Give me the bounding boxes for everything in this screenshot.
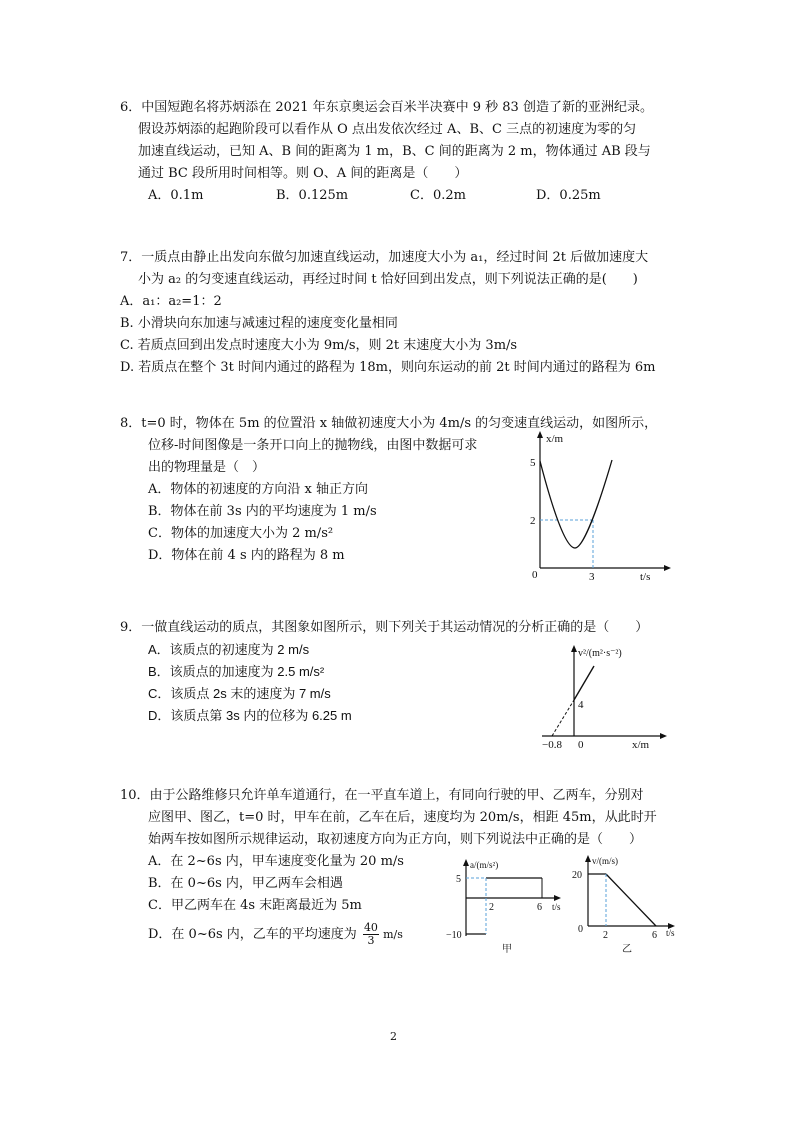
q8-xt-graph (520, 428, 680, 583)
q9-y4-label: 4 (578, 699, 584, 711)
q8-x-label: t/s (640, 571, 651, 583)
jia-y5-label: 5 (456, 874, 461, 885)
yi-origin-label: 0 (578, 924, 583, 935)
fraction-denominator: 3 (367, 934, 375, 947)
q8-option-a[interactable]: A．物体的初速度的方向沿 x 轴正方向 (148, 482, 368, 497)
fraction-numerator: 40 (363, 921, 378, 934)
q9-solid-line (574, 666, 594, 700)
q6-option-c[interactable]: C．0.2m (410, 188, 466, 203)
q6-option-d[interactable]: D．0.25m (536, 188, 601, 203)
q9-option-c[interactable]: C．该质点 2s 末的速度为 7 m/s (148, 686, 331, 701)
q10-line-3: 始两车按如图所示规律运动，取初速度方向为正方向，则下列说法中正确的是（ ） (148, 832, 643, 847)
q7-option-d[interactable]: D. 若质点在整个 3t 时间内通过的路程为 18m，则向东运动的前 2t 时间内通过的路程为 6m (120, 360, 656, 375)
yi-x2-label: 2 (603, 930, 608, 941)
q6-option-b[interactable]: B．0.125m (276, 188, 349, 203)
q8-y5-label: 5 (530, 457, 536, 469)
q10-option-a[interactable]: A．在 2~6s 内，甲车速度变化量为 20 m/s (148, 854, 404, 869)
q9-dashed-extension (552, 700, 574, 736)
q10-line-2: 应图甲、图乙，t=0 时，甲车在前，乙车在后，速度均为 20m/s，相距 45m，从此时开 (148, 810, 657, 825)
q8-x3-label: 3 (589, 571, 595, 583)
jia-x6-label: 6 (537, 902, 542, 913)
q8-line-1: 8．t=0 时，物体在 5m 的位置沿 x 轴做初速度大小为 4m/s 的匀变速直线运动，如图所示， (120, 416, 658, 431)
q6-line-2: 假设苏炳添的起跑阶段可以看作从 O 点出发依次经过 A、B、C 三点的初速度为零的匀 (138, 122, 637, 137)
q7-line-2: 小为 a₂ 的匀变速直线运动，再经过时间 t 恰好回到出发点，则下列说法正确的是( ) (138, 272, 638, 287)
q8-origin-label: 0 (532, 569, 538, 581)
q10-option-d[interactable] (148, 922, 403, 947)
jia-x2-label: 2 (489, 902, 494, 913)
q9-x-label: x/m (632, 739, 650, 750)
q8-option-b[interactable]: B．物体在前 3s 内的平均速度为 1 m/s (148, 504, 377, 519)
yi-decline-seg (606, 874, 656, 926)
q8-parabola (540, 460, 612, 548)
q8-y2-label: 2 (530, 515, 536, 527)
q10-graph-jia (446, 856, 570, 956)
q8-x-arrow (664, 565, 671, 571)
yi-y20-label: 20 (572, 870, 582, 881)
q9-y-arrow (571, 645, 577, 652)
yi-x-label: t/s (666, 928, 675, 938)
page-number: 2 (390, 1030, 397, 1043)
q8-y-label: x/m (546, 433, 564, 445)
jia-y-arrow (463, 859, 469, 866)
q10-option-c[interactable]: C．甲乙两车在 4s 末距离最近为 5m (148, 898, 362, 913)
q9-v2x-graph (540, 642, 680, 750)
q10-line-1: 10．由于公路维修只允许单车道通行，在一平直车道上，有同向行驶的甲、乙两车，分别对 (120, 788, 644, 803)
yi-x6-label: 6 (652, 930, 657, 941)
jia-x-label: t/s (552, 902, 561, 912)
jia-caption: 甲 (502, 944, 512, 955)
q6-option-a[interactable]: A．0.1m (148, 188, 204, 203)
q7-line-1: 7．一质点由静止出发向东做匀加速直线运动，加速度大小为 a₁，经过时间 2t 后做加速度大 (120, 250, 649, 265)
q8-option-d[interactable]: D．物体在前 4 s 内的路程为 8 m (148, 548, 345, 563)
yi-y-label: v/(m/s) (592, 856, 618, 866)
q10-option-b[interactable]: B．在 0~6s 内，甲乙两车会相遇 (148, 876, 343, 891)
jia-yneg10-label: −10 (446, 930, 462, 941)
q6-line-4: 通过 BC 段所用时间相等。则 O、A 间的距离是（ ） (138, 166, 468, 181)
q8-option-c[interactable]: C．物体的加速度大小为 2 m/s² (148, 526, 334, 541)
q9-origin-label: 0 (578, 739, 584, 750)
q10-graph-yi (568, 852, 684, 956)
q6-line-1: 6．中国短跑名将苏炳添在 2021 年东京奥运会百米半决赛中 9 秒 83 创造了新的亚洲纪录。 (120, 100, 653, 115)
q9-option-d[interactable]: D．该质点第 3s 内的位移为 6.25 m (148, 708, 352, 723)
q7-option-b[interactable]: B. 小滑块向东加速与减速过程的速度变化量相同 (120, 316, 398, 331)
q9-option-a[interactable]: A．该质点的初速度为 2 m/s (148, 642, 310, 657)
q8-line-3: 出的物理量是（ ） (148, 460, 266, 475)
q7-option-a[interactable]: A．a₁：a₂=1：2 (120, 294, 222, 309)
yi-y-arrow (585, 855, 591, 862)
jia-y-label: a/(m/s²) (470, 860, 499, 870)
yi-caption: 乙 (622, 944, 632, 955)
q9-y-label: v²/(m²·s⁻²) (578, 648, 622, 659)
q9-line-1: 9．一做直线运动的质点，其图象如图所示，则下列关于其运动情况的分析正确的是（ ） (120, 620, 649, 635)
q6-line-3: 加速直线运动，已知 A、B 间的距离为 1 m，B、C 间的距离为 2 m，物体通过 AB 段与 (138, 144, 651, 159)
q10-option-d-text: D．在 0~6s 内，乙车的平均速度为 (148, 927, 357, 942)
q9-option-b[interactable]: B．该质点的加速度为 2.5 m/s² (148, 664, 325, 679)
q8-line-2: 位移-时间图像是一条开口向上的抛物线，由图中数据可求 (148, 438, 478, 453)
q7-option-c[interactable]: C. 若质点回到出发点时速度大小为 9m/s，则 2t 末速度大小为 3m/s (120, 338, 518, 353)
jia-x-arrow (554, 895, 561, 901)
q10-option-d-fraction (363, 922, 379, 947)
q8-y-arrow (537, 431, 543, 438)
q9-x-arrow (660, 733, 667, 739)
q10-option-d-unit: m/s (383, 928, 403, 941)
q9-xneg-label: −0.8 (542, 739, 562, 750)
